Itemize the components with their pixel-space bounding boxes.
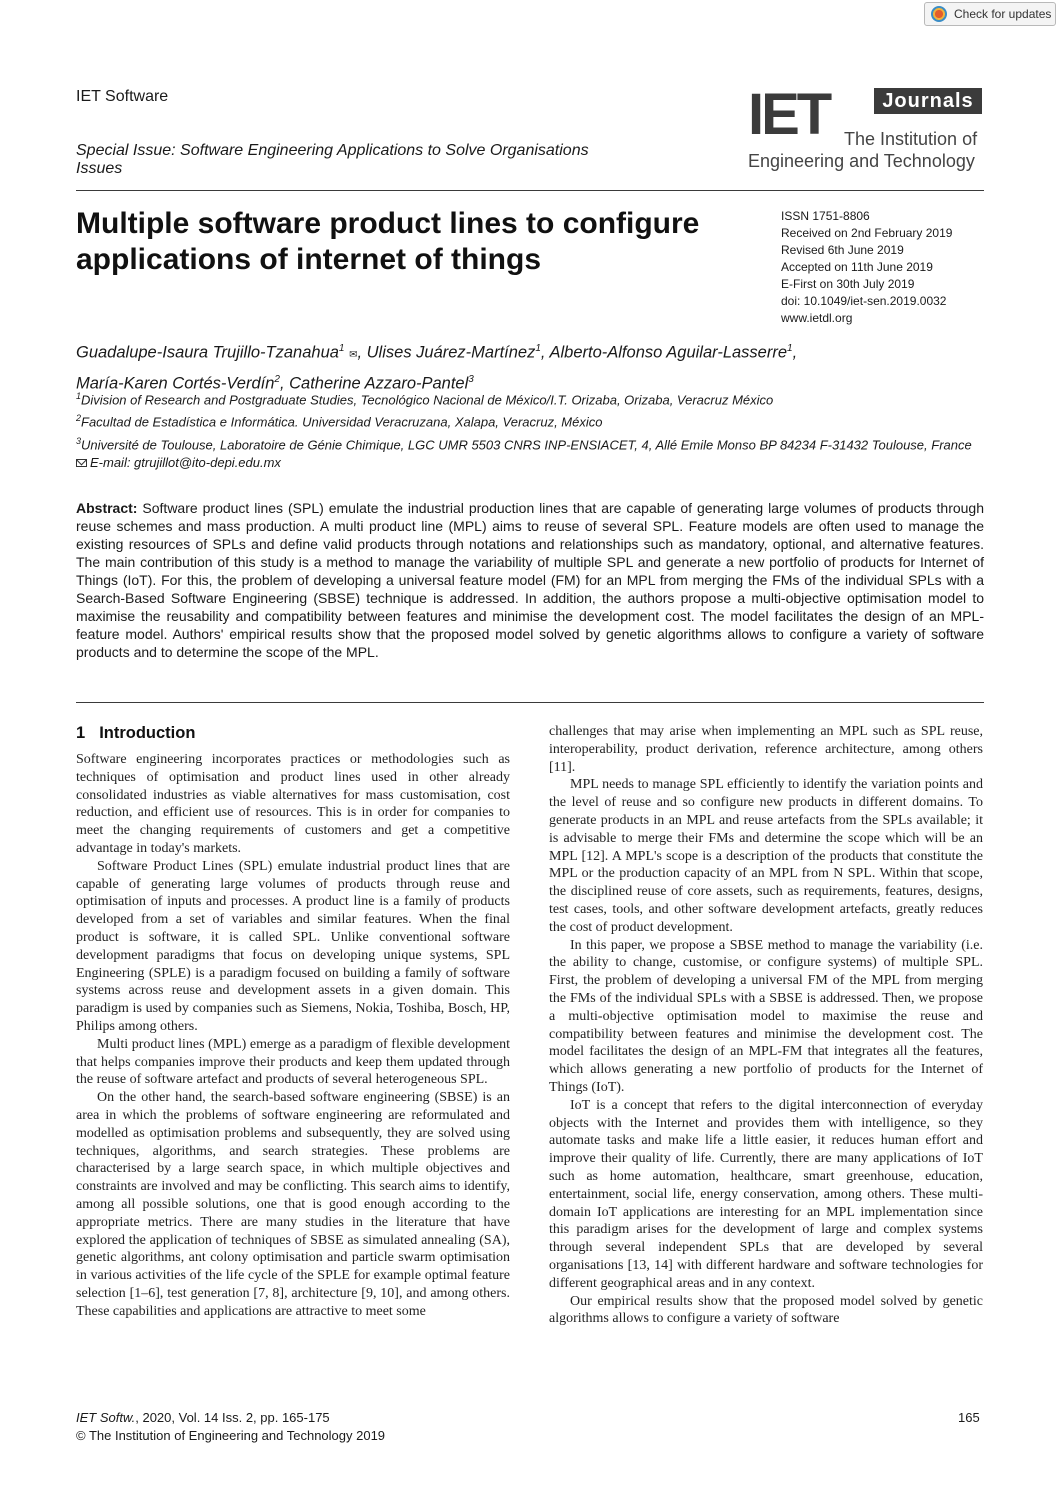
special-issue: Special Issue: Software Engineering Applications to Solve Organisations Issues [76,142,589,177]
paragraph: Software Product Lines (SPL) emulate industrial product lines that are capable of generating large volumes of products through reuse and optimisation of inputs and processes. A product line is a family of products developed from a set of variables and similar features. When the final product is software, it is called SPL. Unlike conventional software development paradigms that focus on developing unique systems, SPL Engineering (SPLE) is a paradigm focused on building a family of software systems across reuse and development assets in a given domain. This paradigm is used by companies such as Siemens, Nokia, Toshiba, Bosch, HP, Philips among others. [76,858,510,1034]
check-for-updates-label: Check for updates [954,7,1052,21]
paragraph: IoT is a concept that refers to the digital interconnection of everyday objects with the Internet and provides them with intelligence, so they automate tasks and make life a little easier, it reduces human effort and improve their quality of life. Currently, there are many applications of IoT such as home automation, healthcare, smart greenhouse, education, entertainment, social life, energy conservation, among others. These multi-domain IoT applications are interesting for an MPL implementation since this paradigm arises for the development of large and complex systems through several independent SPLs that are developed by several organisations [13, 14] with different hardware and software technologies for different geographical areas and in any context. [549,1097,983,1291]
affiliation-1: $^1$Division of Research and Postgraduate Studies, Tecnológico Nacional de México/I.T. Orizaba, Orizaba, Veracruz México [76,391,774,408]
footer-journal-abbrev: IET Softw. [76,1410,136,1425]
logo-institution-line2: Engineering and Technology [748,151,975,171]
envelope-icon [76,459,87,467]
page-number: 165 [958,1410,980,1425]
logo-institution-line1: The Institution of [844,129,978,149]
author-name: Ulises Juárez-Martínez [366,343,536,362]
footer-citation [76,1409,385,1445]
section-number: 1 [76,724,86,742]
paragraph: Our empirical results show that the proposed model solved by genetic algorithms allows to configure a variety of software [549,1293,983,1327]
article-title: Multiple software product lines to configure applications of internet of things [76,207,700,276]
body-column-right [549,723,983,1328]
meta-issn: ISSN 1751-8806 [781,209,870,223]
affiliation-2: $^2$Facultad de Estadística e Informática. Universidad Veracruzana, Xalapa, Veracruz, México [76,413,603,430]
author-name: Alberto-Alfonso Aguilar-Lasserre [549,343,788,362]
corresponding-author-icon: ✉ [349,349,358,361]
abstract-divider [76,702,984,703]
header-divider [76,190,984,191]
author-affiliation-sup: 3 [468,373,474,385]
meta-revised: Revised 6th June 2019 [781,243,904,257]
abstract-label: Abstract: [76,500,138,516]
paragraph: In this paper, we propose a SBSE method to manage the variability (i.e. the ability to change, customise, or configure systems) of multiple SPL. First, the problem of developing a universal FM of the MPL from merging the FMs of the individual SPLs with a SBSE is addressed. Then, we propose a multi-objective optimisation model to maximise the reuse and compatibility between features and minimise the development cost. The model facilitates the design of an MPL-FM that integrates all the features, which allows generating a new portfolio of products for the Internet of Things (IoT). [549,937,983,1095]
author-email[interactable]: E-mail: gtrujillot@ito-depi.edu.mx [76,454,976,472]
meta-accepted: Accepted on 11th June 2019 [781,260,933,274]
affiliation-3: $^3$Université de Toulouse, Laboratoire de Génie Chimique, LGC UMR 5503 CNRS INP-ENSIACET, 4, Allé Emile Monso BP 84234 F-31432 Toulouse, France [76,435,972,452]
meta-website[interactable]: www.ietdl.org [781,311,853,325]
meta-received: Received on 2nd February 2019 [781,226,953,240]
affiliations [76,387,976,472]
paragraph: Multi product lines (MPL) emerge as a paradigm of flexible development that helps companies improve their products and keep them updated through the reuse of software artefact and products of several heterogeneous SPL. [76,1036,510,1088]
logo-brand: IET [748,82,830,147]
meta-doi[interactable]: doi: 10.1049/iet-sen.2019.0032 [781,294,947,308]
logo-journals-badge: Journals [874,88,982,114]
section-heading [76,723,510,743]
author-affiliation-sup: 2 [274,373,280,385]
abstract [76,499,984,661]
author-affiliation-sup: 1 [787,343,793,354]
crossmark-icon [931,6,947,22]
article-meta [781,208,952,327]
iet-journals-logo [748,82,984,177]
author-affiliation-sup: 1 [535,343,541,354]
author-name: María-Karen Cortés-Verdín [76,374,275,392]
paragraph: Software engineering incorporates practices or methodologies such as techniques of optimisation and product lines used in other already consolidated industries as viable alternatives for mass customisation, cost reduction, and efficient use of resources. This is in order for companies to meet the changing requirements of customers and get a competitive advantage in today's markets. [76,752,510,856]
footer-copyright: © The Institution of Engineering and Technology 2019 [76,1428,386,1443]
journal-name: IET Software [76,88,169,105]
paragraph: challenges that may arise when implementing an MPL such as SPL reuse, interoperability, product derivation, reference architecture, among others [11]. [549,724,983,775]
meta-efirst: E-First on 30th July 2019 [781,277,915,291]
author-affiliation-sup: 1 [338,343,345,354]
check-for-updates-button[interactable] [924,2,1056,26]
footer-volume: , 2020, Vol. 14 Iss. 2, pp. 165-175 [135,1410,330,1425]
paragraph: MPL needs to manage SPL efficiently to identify the variation points and the level of reuse and so configure new products in different domains. To generate products in an MPL and reuse artefacts from the SPLs available; it is advisable to merge their FMs and determine the scope which will be an MPL [12]. A MPL's scope is a description of the products that constitute the MPL or the production capacity of an MPL from N SPL. Within that scope, the disciplined reuse of core assets, such as requirements, features, designs, test cases, tools, and other software development artefacts, greatly reduces the cost of product development. [549,777,983,935]
author-name: Catherine Azzaro-Pantel [289,374,469,392]
author-name: Guadalupe-Isaura Trujillo-Tzanahua [76,343,339,362]
paragraph: On the other hand, the search-based software engineering (SBSE) is an area in which the problems of software engineering are reformulated and modelled as optimisation problems and subsequently, they are solved using techniques, algorithms, and search strategies. These problems are characterised by a large search space, in which multiple objectives and constraints are involved and may be conflicting. This search aims to identify, among all possible solutions, one that is good enough according to the appropriate metrics. There are many studies in the literature that have explored the application of techniques of SBSE as simulated annealing (SA), genetic algorithms, ant colony optimisation and particle swarm optimisation in various activities of the life cycle of the SPLE for example optimal feature selection [1–6], test generation [7, 8], architecture [9, 10], and among others. These capabilities and applications are attractive to meet some [76,1090,510,1319]
abstract-text: Software product lines (SPL) emulate the industrial production lines that are capable of generating large volumes of products through reuse schemes and mass production. A multi product line (MPL) aims to reuse of several SPL. Feature models are often used to manage the existing resources of SPLs and define valid products through notations and relationships such as mandatory, optional, and alternative features. The main contribution of this study is a method to manage the variability of multiple SPL and generate a new portfolio of products for Internet of Things (IoT). For this, the problem of developing a universal feature model (FM) for an MPL from merging the FMs of the individual SPLs with a Search-Based Software Engineering (SBSE) technique is addressed. In addition, the authors propose a multi-objective optimisation model to maximise the reusability and compatibility between features and minimise the development cost. The model facilitates the design of an MPL-feature model. Authors' empirical results show that the proposed model solved by genetic algorithms allows to configure a variety of software products and to determine the scope of the MPL. [76,500,985,660]
author-list: Guadalupe-Isaura Trujillo-Tzanahua$^1$ ✉, Ulises Juárez-Martínez$^1$, Alberto-Alfonso Aguilar-Lasserre$^1$, María-Karen Cortés-Verdín$^2$, Catherine Azzaro-Pantel$^3$ [76,343,798,392]
body-column-left [76,723,510,1321]
section-title: Introduction [99,724,196,742]
